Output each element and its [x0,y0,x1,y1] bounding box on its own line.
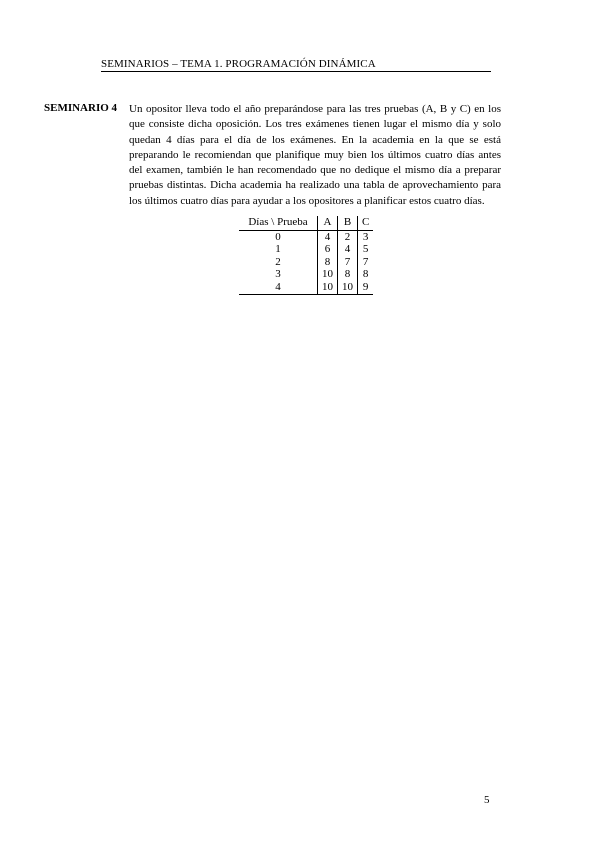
table-row [239,281,373,295]
header-dias-prueba: Días \ Prueba [239,216,318,230]
table-cell: 10 [338,281,358,295]
table-cell: 8 [318,256,338,269]
table-cell: 3 [362,230,369,243]
table-cell: 8 [362,268,369,280]
table-row [239,256,373,269]
table-cell: 1 [239,243,318,256]
table-cell: 7 [362,255,369,268]
table-cell: 4 [338,243,358,256]
table-row [239,268,373,281]
table-cell: 10 [318,281,338,295]
header-b: B [338,216,358,230]
header-c: C [358,216,374,230]
table-cell: 2 [338,230,358,243]
table-header-row [239,216,373,230]
table-cell: 5 [362,243,369,255]
table-row [239,243,373,256]
table-row [239,230,373,243]
table-cell: 2 [239,256,318,269]
table-cell: 6 [318,243,338,256]
table-cell: 7 [338,256,358,269]
page-header: SEMINARIOS – TEMA 1. PROGRAMACIÓN DINÁMICA [101,58,491,72]
header-a: A [318,216,338,230]
aprovechamiento-table [239,216,373,295]
page-number: 5 [484,794,490,806]
table-cell: 10 [318,268,338,281]
table-cell: 0 [239,230,318,243]
table-cell: 4 [318,230,338,243]
seminar-label: SEMINARIO 4 [44,102,118,114]
table-cell: 4 [239,281,318,295]
table-cell: 3 [239,268,318,281]
table-cell: 9 [358,281,374,295]
table-cell: 8 [338,268,358,281]
seminar-text: Un opositor lleva todo el año preparándose para las tres pruebas (A, B y C) en los que consiste dicha oposición. Los tres exámenes tienen lugar el mismo día y solo quedan 4 días para el día de los exámenes. En la academia en la que se está preparando le recomiendan que planifique muy bien los últimos cuatro días antes del examen, también le han recomendado que no dedique el mismo día a preparar pruebas distintas. Dicha academia ha realizado una tabla de aprovechamiento para los últimos cuatro días para ayudar a los opositores a planificar estos cuatro días. [129,103,501,207]
